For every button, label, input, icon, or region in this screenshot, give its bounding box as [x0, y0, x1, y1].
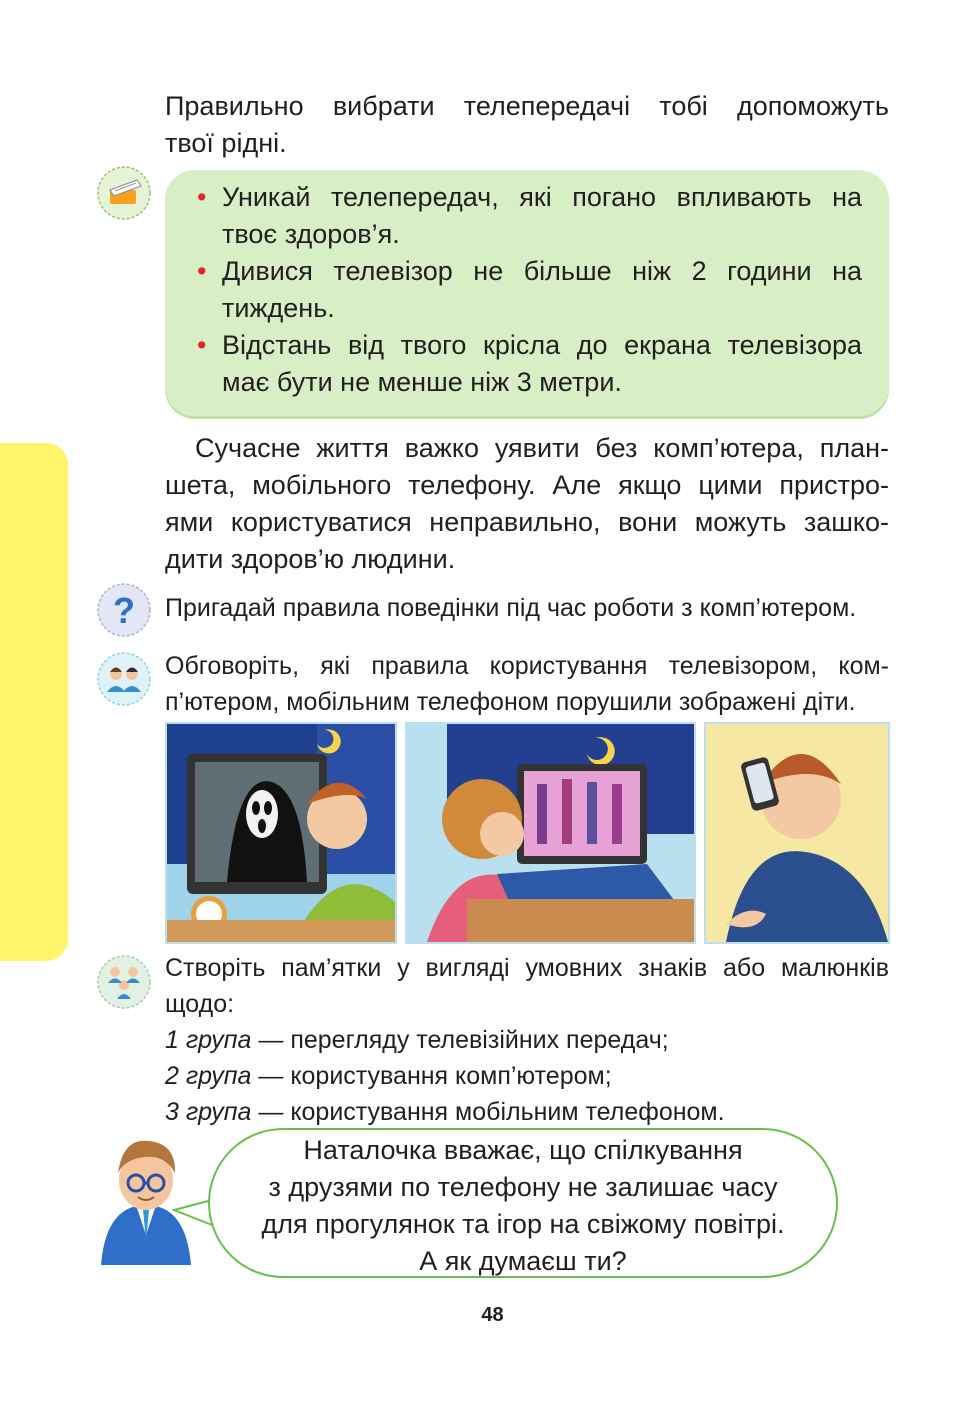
page-number: 48 — [465, 1290, 520, 1345]
group-line: 1 група — перегляду телевізійних передач; — [165, 1026, 669, 1054]
rules-list — [197, 179, 862, 401]
group-line: 3 група — користування мобільним телефоном. — [165, 1098, 725, 1126]
bullet: • — [197, 256, 207, 286]
question-icon — [97, 583, 151, 637]
rule-item: • Дивися телевізор не більше ніж 2 години на тиждень. — [197, 253, 862, 327]
intro-paragraph — [165, 88, 889, 162]
speech-bubble: Наталочка вважає, що спілкування з друзями по телефону не залишає часу для прогулянок та ігор на свіжому повітрі. А як думаєш ти? — [208, 1128, 838, 1278]
bullet: • — [197, 330, 207, 360]
modern-line-4: дити здоров’ю людини. — [165, 544, 456, 574]
modern-line-3: ями користуватися неправильно, вони можуть зашко- — [165, 507, 889, 537]
discussion-task: Обговоріть, які правила користування телевізором, ком- п’ютером, мобільним телефоном порушили зображені діти. — [165, 652, 889, 716]
illustration-tv-scary — [165, 722, 397, 944]
question-task: Пригадай правила поведінки під час роботи з комп’ютером. — [165, 594, 857, 622]
group-work-icon — [97, 955, 151, 1009]
bullet: • — [197, 182, 207, 212]
create-task: Створіть пам’ятки у вигляді умовних знаків або малюнків щодо: 1 група — перегляду телевізійних передач; 2 група — користування комп’ютером; 3 група — користування мобільним телефоном. — [165, 950, 889, 1130]
rule-item: • Уникай телепередач, які погано впливають на твоє здоров’я. — [197, 179, 862, 253]
modern-line-2: шета, мобільного телефону. Але якщо цими пристро- — [165, 470, 889, 500]
intro-line-1: Правильно вибрати телепередачі тобі допоможуть — [165, 91, 889, 121]
memo-icon — [97, 166, 151, 220]
modern-life-paragraph — [165, 430, 889, 578]
group-discussion-icon — [97, 652, 151, 706]
illustration-phone-talk — [704, 722, 890, 944]
svg-text:?: ? — [113, 590, 135, 631]
rule-item: • Відстань від твого крісла до екрана телевізора має бути не менше ніж 3 метри. — [197, 327, 862, 401]
intro-line-2: твої рідні. — [165, 128, 287, 158]
modern-line-1: Сучасне життя важко уявити без комп’ютера, план- — [195, 433, 889, 463]
illustration-computer-close — [405, 722, 696, 944]
page-edge-tab — [0, 443, 68, 961]
group-line: 2 група — користування комп’ютером; — [165, 1062, 612, 1090]
